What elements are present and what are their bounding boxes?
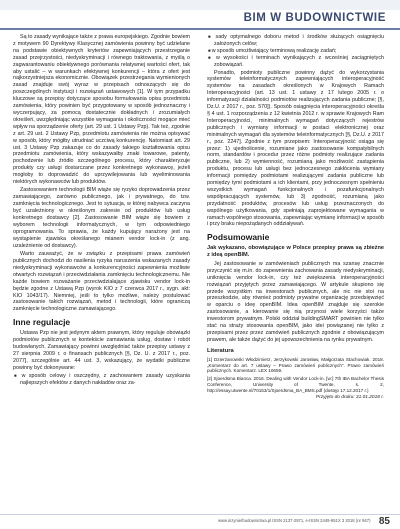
right-column	[207, 34, 384, 404]
left-column	[13, 34, 190, 388]
paragraph: Ponadto, podmioty publiczne powinny dążyć do wykorzystania systemów teleinformatycznych zapewniających interoperacyjność systemów na zasadach określonych w Krajowych Ramach Interoperacyjności (art. 13 ust. 1 ustawy z 17 lutego 2005 r. o informatyzacji działalności podmiotów realizujących zadania publiczne; [§, Dz.U. z 2017 r., poz. 570]). Sposób osiągnięcia interoperacyjności określa § 4 ust. 1 rozporządzenia z 12 kwietnia 2012 r. w sprawie Krajowych Ram Interoperacyjności, minimalnych wymagań dotyczących rejestrów publicznych i wymiany informacji w postaci elektronicznej oraz minimalnych wymagań dla systemów teleinformatycznych [§, Dz.U. z 2017 r., poz. 2247]. Zgodnie z tym przepisem: Interoperacyjność osiąga się przez: 1) ujednolicenie, rozumiane jako zastosowanie kompatybilnych norm, standardów i procedur przez różne podmioty realizujące zadania publiczne, lub 2) wymienność, rozumianą jako możliwość zastąpienia produktu, procesu lub usługi bez jednoczesnego zakłócenia wymiany informacji pomiędzy podmiotami realizującymi zadania publiczne lub pomiędzy tymi podmiotami a ich klientami, przy jednoczesnym spełnieniu wszystkich wymagań funkcjonalnych i pozafunkcjonalnych współpracujących systemów, lub 3) zgodność, rozumianą jako przydatność produktów, procesów lub usług przeznaczonych do wspólnego użytkowania, gdy spełniają zaprojektowane wymagania w ramach wspólnego stosowania, zapewniając wymianę informacji w sposób i przy braku niepożądanych oddziaływań.	[207, 69, 384, 228]
section-title: BIM W BUDOWNICTWIE	[243, 12, 386, 24]
page-number: 85	[378, 516, 390, 527]
top-band	[0, 0, 400, 10]
paragraph: Ustawa Pzp nie jest jedynym aktem prawnym, który reguluje obowiązki podmiotów publicznych w kontekście zamawiania usług, dostaw i robót budowlanych. Zamawiający powinni uwzględniać także przepisy ustawy z 27 sierpnia 2009 r. o finansach publicznych [§, Dz. U. z 2017 r., poz. 2077], szczególnie art. 44 ust. 3, wskazujący, że wydatki publiczne powinny być dokonywane:	[13, 330, 190, 371]
list-item: ■ w sposób celowy i oszczędny, z zachowaniem zasady uzyskania najlepszych efektów z danych nakładów oraz za-	[13, 373, 190, 387]
lead-paragraph: Jak wykazano, obowiązujące w Polsce przepisy prawa są zbieżne z ideą openBIM.	[207, 245, 384, 259]
list-item: ■ sady optymalnego doboru metod i środków służących osiągnięciu założonych celów;	[207, 34, 384, 48]
accepted-date: Przyjęto do druku: 31.01.2018 r.	[315, 395, 384, 401]
list-item: ■ w sposób umożliwiający terminową realizację zadań;	[207, 48, 384, 55]
paragraph: Zastosowaniem technologii BIM wiąże się ryzyko doprowadzenia przez zamawiającego, zarówno publicznego, jak i prywatnego, do tzw. zamknięcia technologicznego. Jest to sytuacja, w której nabywca zaczyna być uzależniony w określonym zakresie od produktów lub usług konkretnego dostawcy [2]. Zastosowanie BIM wiąże się bowiem z wyborem technologii informatycznych, w tym odpowiedniego oprogramowania. To sprawia, że każdy kupujący narażony jest na wystąpienie zjawiska określanego mianem vendor lock-in (z ang. uzależnienie od dostawcy).	[13, 187, 190, 249]
paragraph: Warto zauważyć, że w związku z przepisami prawa zamówień publicznych dochodzi do nasilenia ryzyka naruszenia wskazanych zasady niedyskryminacji wykonawców a konkurencyjności zapewnienia możliwie otwartych rozwiązań i przeciwdziałania zamknięciu technologicznemu. Nie każde bowiem rozważanie przeciwdziałające zjawisku vendor lock-in będzie zgodne z Ustawą Pzp (wyrok KIO z 7 czerwca 2017 r., sygn. akt: KIO 1043/17). Niemniej, jeśli to tylko możliwe, należy postulować zastosowanie takich rozwiązań, metod i technologii, które ograniczą zamknięcie technologiczne zamawiającego.	[13, 251, 190, 313]
bullet-list	[13, 373, 190, 387]
paragraph: Są to zasady wynikające także z prawa europejskiego. Zgodnie bowiem z motywem 90 Dyrektywy Klasycznej zamówienia powinny być udzielane na podstawie obiektywnych kryteriów zapewniających przestrzeganie zasad przejrzystości, niedyskryminacji i równego traktowania, z myślą o zagwarantowaniu obiektywnego porównania relatywnej wartości ofert, tak aby ustalić – w warunkach efektywnej konkurencji – która z ofert jest najkorzystniejsza ekonomicznie. Obowiązek przestrzegania wymienionych zasad znajduje swój wyraz w przepisach odnoszących się do poszczególnych instytucji i rozwiązań ustawowych [1]. W tym przypadku kluczowe są przepisy dotyczące sposobu formułowania opisu przedmiotu zamówienia, który powinien być przygotowany w sposób jednoznaczny i wyczerpujący, za pomocą dostatecznie dokładnych i zrozumiałych określeń, uwzględniając wszystkie wymagania i okoliczności mogące mieć wpływ na sporządzenie oferty (art. 29 ust. 1 Ustawy Pzp). Tak też, zgodnie z art. 29 ust. 2 Ustawy Pzp, przedmiotu zamówienia nie można opisywać w sposób, który mógłby utrudniać uczciwą konkurencję. Natomiast art. 29 ust. 3 Ustawy Pzp zakazuje co do zasady takiego kształtowania opisu przedmiotu zamówienia, który wskazywałby znaki towarowe, patenty, pochodzenie lub źródło szczególnego procesu, który charakteryzuje produkty czy usługi dostarczane przez konkretnego wykonawcę, jeżeli mogłoby to doprowadzić do uprzywilejowania lub wyeliminowania niektórych wykonawców lub produktów.	[13, 34, 190, 186]
bullet-list	[207, 34, 384, 69]
heading-podsumowanie: Podsumowanie	[207, 232, 270, 243]
heading-inne-regulacje: Inne regulacje	[13, 317, 71, 328]
list-item: ■ w wysokości i terminach wynikających z wcześniej zaciągniętych zobowiązań.	[207, 55, 384, 69]
page-footer	[0, 514, 400, 529]
heading-literatura: Literatura	[207, 347, 234, 354]
footer-url: www.inzynierbudownictwa.pl ISSN 2137-2971, e-ISSN 2449-951X 3 2018 (nr 947)	[218, 518, 371, 523]
reference-item: [2] Sjoerdsma Bianca. 2016. Dealing with Vendor Lock-in. [w:] 7th IBA Bachelor Thesis Conference, University of Twente, s. 2, http://essay.utwente.nl/70153/1/Sjoerdsma_BA_BMS.pdf (dostęp 17.12.2017 r.)	[207, 375, 384, 393]
paragraph: Jej zastosowanie w zamówieniach publicznych ma szansę znacznie przyczynić się m.in. do zapewnienia zachowania zasady niedyskryminacji, uniknięcia vendor lock-in, czy też zwiększenia interoperacyjności rozwiązań przyjętych przez zamawiającego. W artykule skupiono się przede wszystkim na inwestorach publicznych, ale nic nie stoi na przeszkodzie, aby również podmioty prywatne organizację przedsięwzięć w oparciu o ideę openBIM. Idea openBIM znajduje się szerokie zastosowanie, a kierowanie się nią przynosi wiele korzyści także inwestorom prywatnym. Polski oddział buildingSMART powinien nie tylko stać na straży stosowania openBIM, jako idei powiązanej nie tylko z przepisami przez przez zamówień publicznych zgodnie z obowiązującym prawem, ale także dążyć do jej upowszechnienia na rynku prywatnym.	[207, 260, 384, 343]
title-rule	[0, 28, 400, 30]
reference-item: [1] Dzierżanowski Włodzimierz, Jerzykowski Jarosław, Małgorzata Stachowiak. 2018. „Komentarz do art. 7 ustawy – Prawo zamówień publicznych”. Prawo zamówień publicznych. Komentarz. LEX 10659.	[207, 356, 384, 374]
